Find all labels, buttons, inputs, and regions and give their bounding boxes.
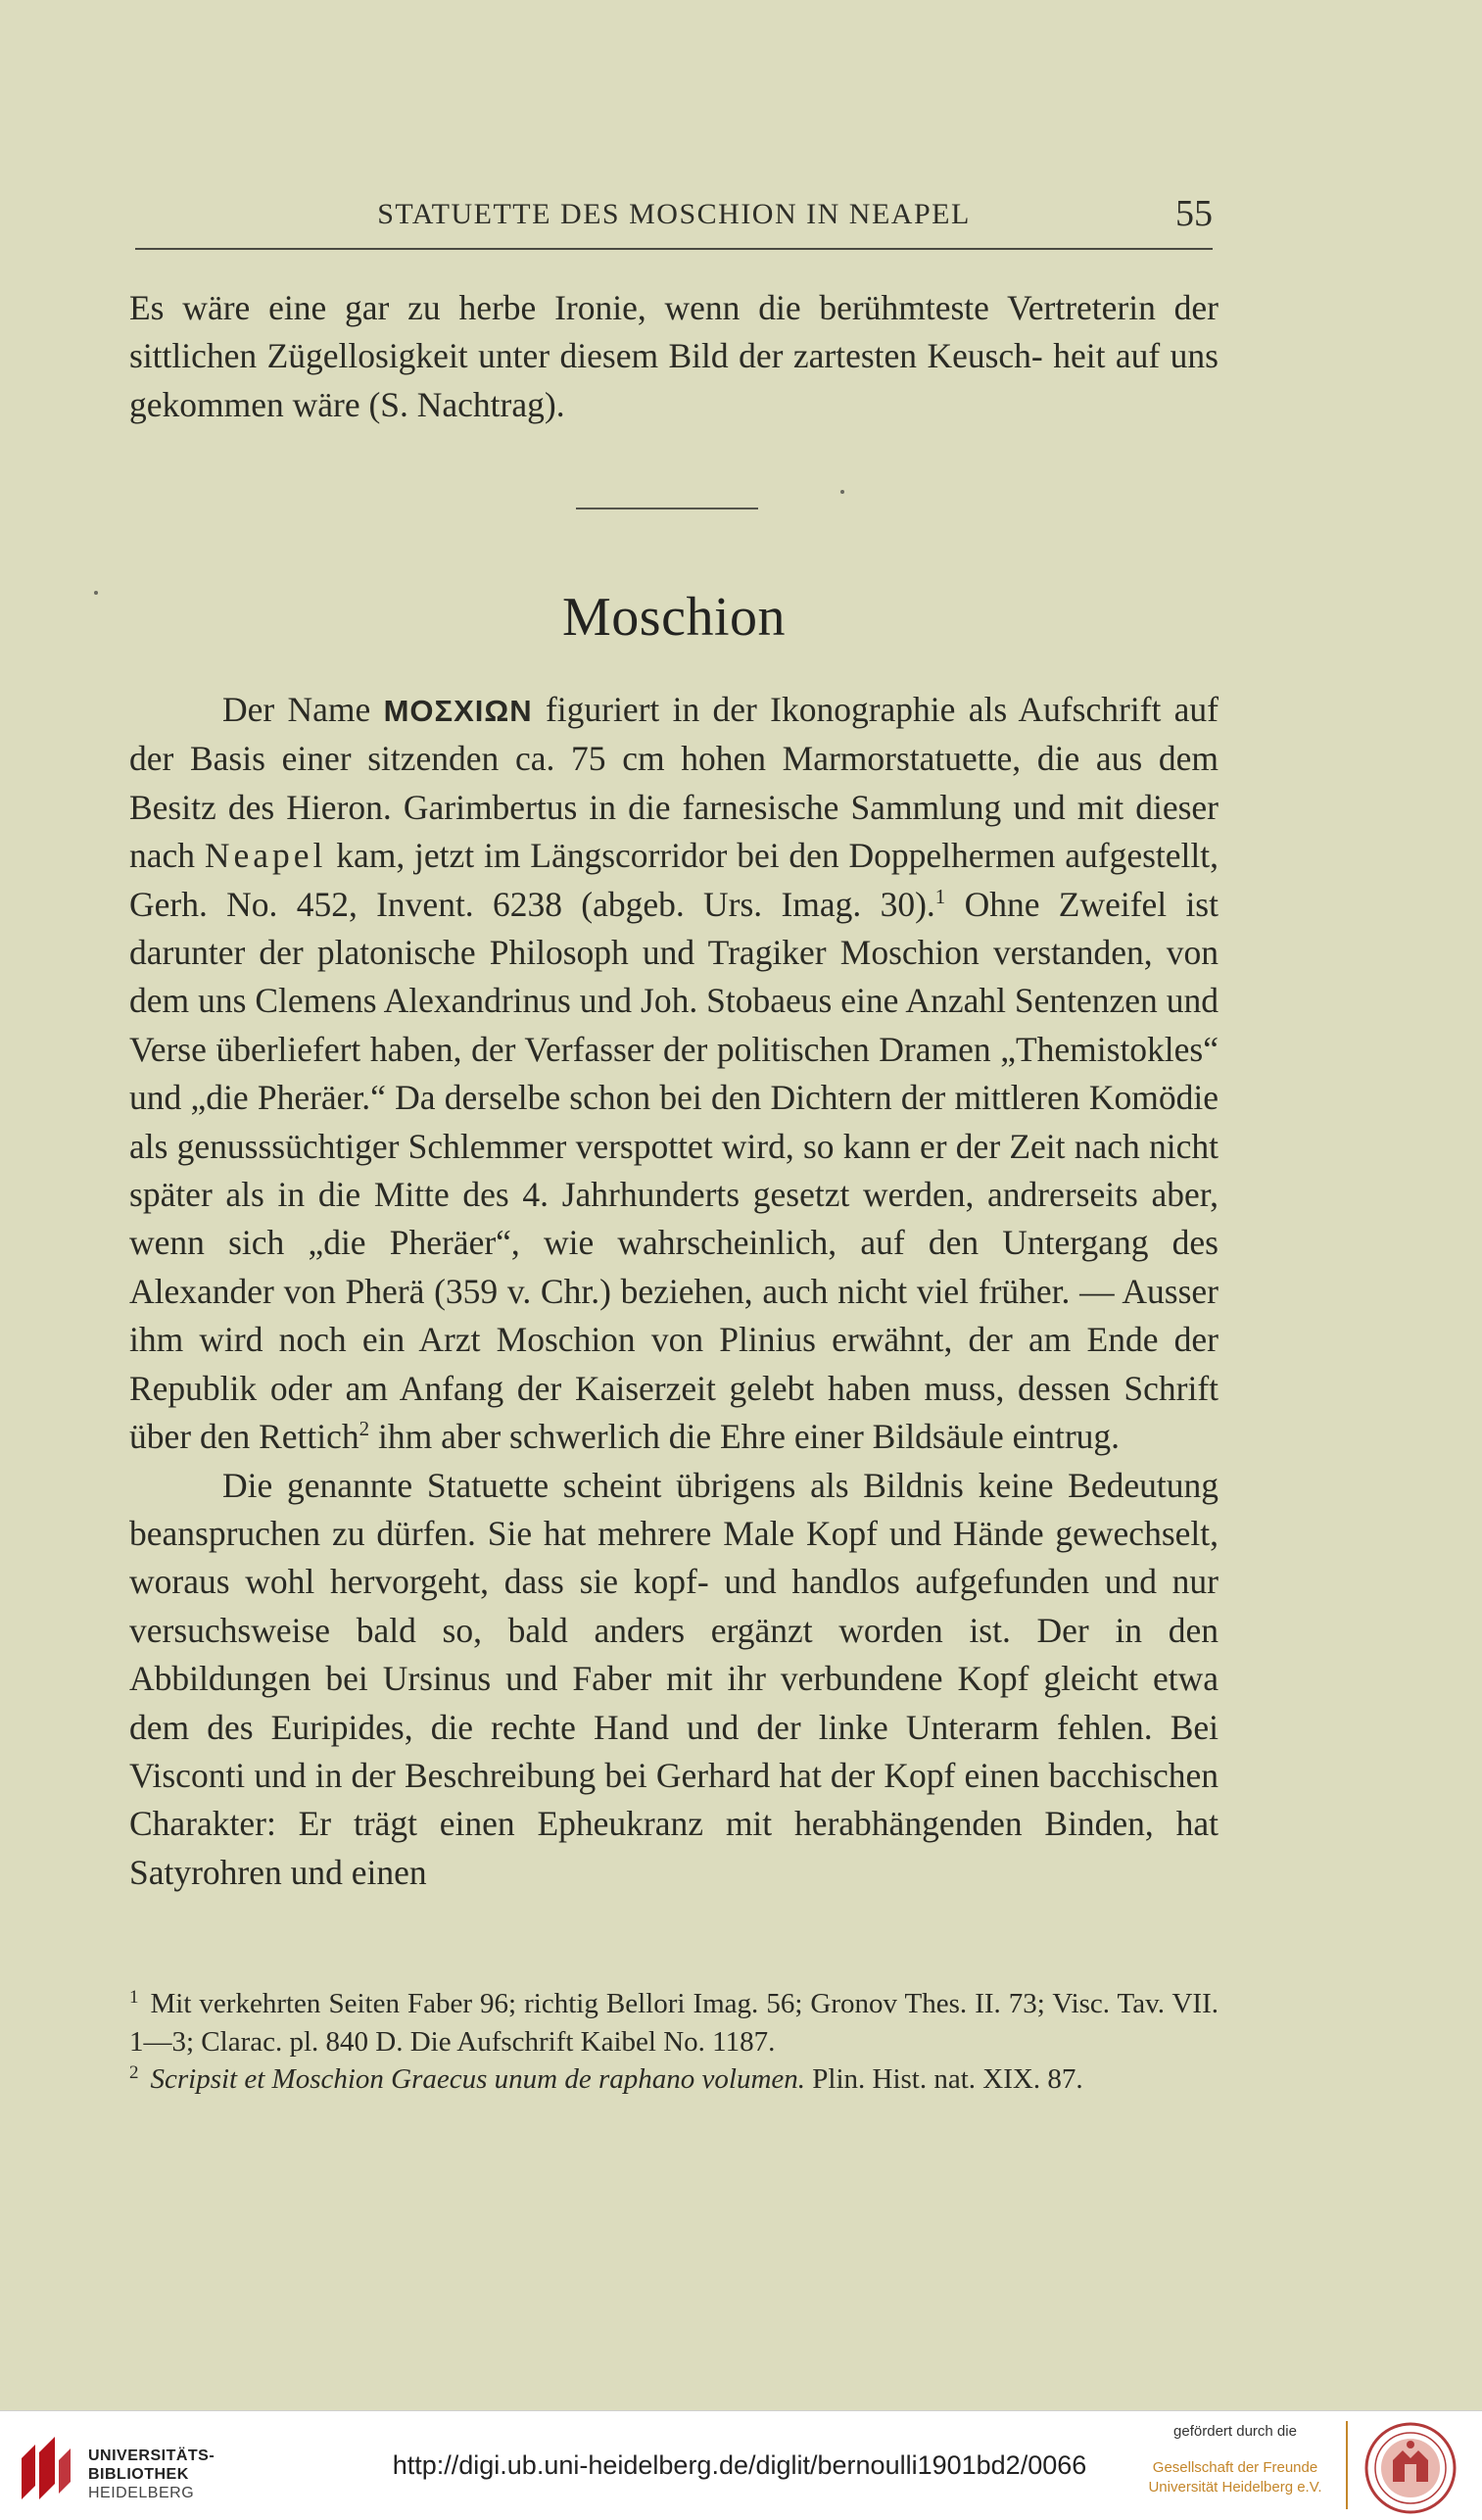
paragraph-1-part-1: Der Name [222,690,384,729]
digitization-footer [0,2410,1482,2520]
sponsor-intro: gefördert durch die [1173,2423,1297,2440]
sponsor-name-line-2: Universität Heidelberg e.V. [1148,2479,1322,2496]
intro-paragraph [129,284,1219,429]
paragraph-2: Die genannte Statuette scheint übrigens als Bildnis keine Bedeutung beanspruchen zu dürfen. Sie hat mehrere Male Kopf und Hände gewechselt, woraus wohl hervorgeht, dass sie kopf- und handlos aufgefunden und nur versuchsweise bald so, bald anders ergänzt worden ist. Der in den Abbildungen bei Ursinus und Faber mit ihr verbundene Kopf gleicht etwa dem des Euripides, die rechte Hand und der linke Unterarm fehlen. Bei Visconti und in der Beschreibung bei Gerhard hat der Kopf einen bacchischen Charakter: Er trägt einen Epheukranz mit herabhängenden Binden, hat Satyrohren und einen [129,1465,1219,1892]
section-title: Moschion [562,587,786,648]
greek-inscription: ΜΟΣΧΙΩΝ [383,694,533,728]
paragraph-1-part-4: Ohne Zweifel ist darunter der platonische Philosoph und Tragiker Moschion verstanden, von dem uns Clemens Alexandrinus und Joh. Stobaeus eine Anzahl Sentenzen und Verse überliefert haben, der Verfasser der politischen Dramen „Themistokles“ und „die Pheräer.“ Da derselbe schon bei den Dichtern der mittleren Komödie als genusssüchtiger Schlemmer verspottet wird, so kann er der Zeit nach nicht später als in die Mitte des 4. Jahrhunderts gesetzt werden, andrerseits aber, wenn sich „die Pheräer“, wie wahrscheinlich, auf den Untergang des Alexander von Pherä (359 v. Chr.) beziehen, auch nicht viel früher. — Ausser ihm wird noch ein Arzt Moschion von Plinius erwähnt, der am Ende der Republik oder am Anfang der Kaiserzeit gelebt haben muss, dessen Schrift über den Rettich [129,884,1219,1457]
footnote-2-italic: Scripsit et Moschion Graecus unum de raphano volumen. [150,2063,806,2095]
header-rule [135,248,1213,250]
city-name-spaced: Neapel [204,836,327,876]
paragraph-1-part-2: figuriert in der Ikonographie als Aufschrift auf der Basis einer sitzenden ca. 75 cm hohen Marmorstatuette, die aus dem Besitz des Hieron. Garimbertus in die farnesische Sammlung und mit dieser nach [129,690,1219,876]
scan-speck [94,591,98,595]
section-divider [576,508,758,509]
library-name-line-2: BIBLIOTHEK [88,2466,189,2483]
sponsor-name [1144,2458,1326,2497]
sponsor-divider [1346,2421,1348,2509]
footnote-ref-2[interactable]: 2 [359,1417,370,1441]
footnote-1-mark: 1 [129,1987,139,2008]
paragraph-1-part-5: ihm aber schwerlich die Ehre einer Bildsäule eintrug. [369,1417,1121,1457]
body-text [129,686,1219,1897]
library-name-line-3: HEIDELBERG [88,2485,195,2501]
university-seal-icon[interactable] [1363,2421,1458,2515]
footnote-ref-1[interactable]: 1 [934,884,946,908]
intro-line-1: Es wäre eine gar zu herbe Ironie, wenn die berühmteste Vertreterin [129,288,1156,327]
scan-speck [840,490,844,494]
footnote-2 [129,2060,1219,2099]
library-name-line-1: UNIVERSITÄTS- [88,2447,215,2464]
running-head [135,192,1213,251]
ub-heidelberg-logo-icon[interactable] [16,2431,74,2505]
footnote-1 [129,1985,1219,2060]
permalink-url[interactable]: http://digi.ub.uni-heidelberg.de/diglit/bernoulli1901bd2/0066 [392,2450,1087,2480]
sponsor-name-line-1: Gesellschaft der Freunde [1152,2459,1318,2476]
intro-line-2: der sittlichen Zügellosigkeit unter diesem Bild der zartesten Keusch- [129,288,1219,376]
library-name [88,2447,215,2502]
paragraph-1 [129,686,1219,1462]
running-title: STATUETTE DES MOSCHION IN NEAPEL [377,198,971,230]
page-number: 55 [1175,193,1213,234]
footnote-2-mark: 2 [129,2062,139,2083]
intro-line-3: heit auf uns gekommen wäre (S. Nachtrag). [129,336,1219,424]
paragraph-1-part-3: kam, jetzt im Längscorridor bei den Doppelhermen aufgestellt, Gerh. No. 452, Invent. 6238 (abgeb. Urs. Imag. 30). [129,836,1219,924]
footnote-2-text: Plin. Hist. nat. XIX. 87. [805,2063,1083,2095]
footnote-1-text: Mit verkehrten Seiten Faber 96; richtig Bellori Imag. 56; Gronov Thes. II. 73; Visc. Tav. VII. 1—3; Clarac. pl. 840 D. Die Aufschrift Kaibel No. 1187. [129,1988,1219,2058]
footnotes [129,1985,1219,2099]
